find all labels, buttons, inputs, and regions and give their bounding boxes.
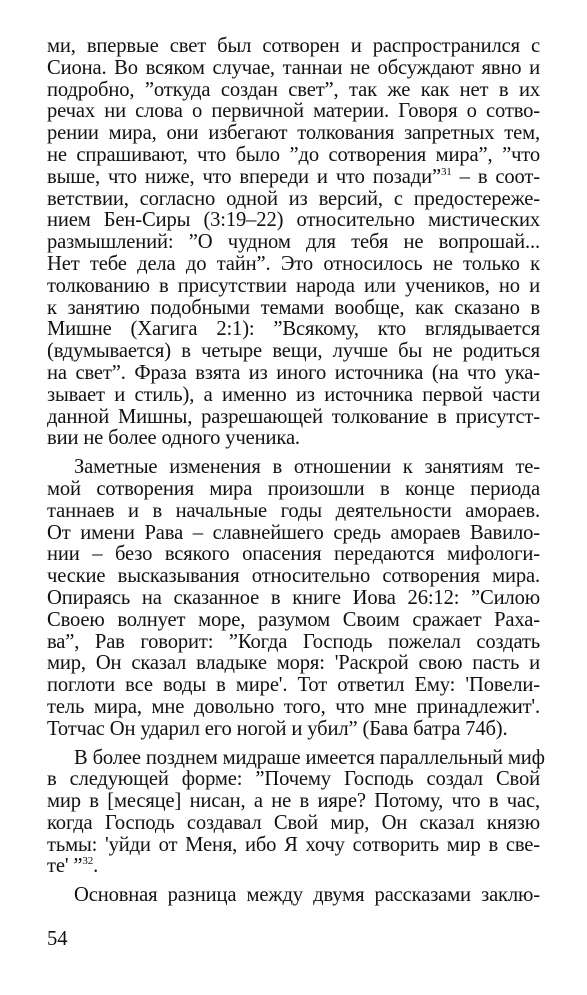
text-line: Тотчас Он ударил его ногой и убил” (Бава батра 74б).	[47, 717, 508, 740]
text-line: размышлений: ”О чудном для тебя не вопрошай...	[47, 231, 540, 254]
text-line: тель мира, мне довольно того, что мне принадлежит'.	[47, 695, 540, 718]
text-line: Опираясь на сказанное в книге Иова 26:12: ”Силою	[47, 586, 540, 609]
text-line: ческие высказывания относительно сотворения мира.	[47, 565, 540, 588]
text-line: ми, впервые свет был сотворен и распространился с	[47, 35, 540, 57]
text-line: Основная разница между двумя рассказами заклю-	[74, 884, 540, 907]
text-line: Нет тебе дела до тайн”. Это относилось не только к	[47, 252, 540, 275]
text-line: (вдумывается) в четыре вещи, лучше бы не родиться	[47, 340, 540, 363]
paragraph	[47, 885, 540, 907]
text-line: Заметные изменения в отношении к занятиям те-	[74, 456, 540, 479]
text-line: в следующей форме: ”Почему Господь создал Свой	[47, 768, 540, 791]
text-line: тьмы: 'уйди от Меня, ибо Я хочу сотворить мир в све-	[47, 833, 540, 856]
page-number: 54	[47, 928, 68, 950]
text-line: мир, Он сказал владыке моря: 'Раскрой свою пасть и	[47, 652, 540, 675]
paragraph	[47, 36, 540, 450]
text-line: ва”, Рав говорит: ”Когда Господь пожелал создать	[47, 630, 540, 653]
text-line: когда Господь создавал Свой мир, Он сказал князю	[47, 811, 540, 834]
text-line: нием Бен-Сиры (3:19–22) относительно мистических	[47, 209, 540, 232]
text-line: поглоти все воды в мире'. Тот ответил Ему: 'Повели-	[47, 674, 540, 697]
text-line: выше, что ниже, что впереди и что позади”$^{31}$ – в соот-	[47, 165, 540, 188]
text-line: Мишне (Хагига 2:1): ”Всякому, кто вглядывается	[47, 318, 540, 341]
text-line: От имени Рава – славнейшего средь амораев Вавило-	[47, 521, 540, 544]
text-line: мир в [месяце] нисан, а не в ияре? Потому, что в час,	[47, 790, 540, 813]
text-line: зывает и стиль), а именно из источника первой части	[47, 383, 540, 406]
text-line: подробно, ”откуда создан свет”, так же как нет в их	[47, 78, 540, 101]
text-line: В более позднем мидраше имеется параллельный миф	[74, 746, 545, 769]
text-line: не спрашивают, что было ”до сотворения мира”, ”что	[47, 143, 540, 166]
text-line: мой сотворения мира произошли в конце периода	[47, 477, 540, 500]
text-line: данной Мишны, разрешающей толкование в присутст-	[47, 405, 540, 428]
text-line: вии не более одного ученика.	[47, 427, 300, 450]
text-line: Сиона. Во всяком случае, таннаи не обсуждают явно и	[47, 56, 540, 79]
text-line: Своею волнует море, разумом Своим сражает Раха-	[47, 608, 540, 631]
text-line: к занятию подобными темами вообще, как сказано в	[47, 296, 540, 319]
text-line: рении мира, они избегают толкования запретных тем,	[47, 122, 540, 145]
footnote-marker: 32	[82, 855, 94, 868]
text-line: толкованию в присутствии народа или учеников, но и	[47, 274, 540, 297]
text-line: те' ”$^{32}$.	[47, 855, 99, 878]
body-text	[47, 35, 545, 907]
text-line: на свет”. Фраза взята из иного источника (на что ука-	[47, 361, 540, 384]
paragraph	[47, 746, 545, 879]
text-line: таннаев и в начальные годы деятельности амораев.	[47, 499, 540, 522]
paragraph	[47, 457, 540, 740]
text-line: речах ни слова о первичной материи. Говоря о сотво-	[47, 100, 540, 123]
footnote-marker: 31	[440, 165, 452, 178]
text-line: ветствии, согласно одной из версий, с предостереже-	[47, 187, 540, 210]
text-line: нии – безо всякого опасения передаются мифологи-	[47, 543, 540, 566]
